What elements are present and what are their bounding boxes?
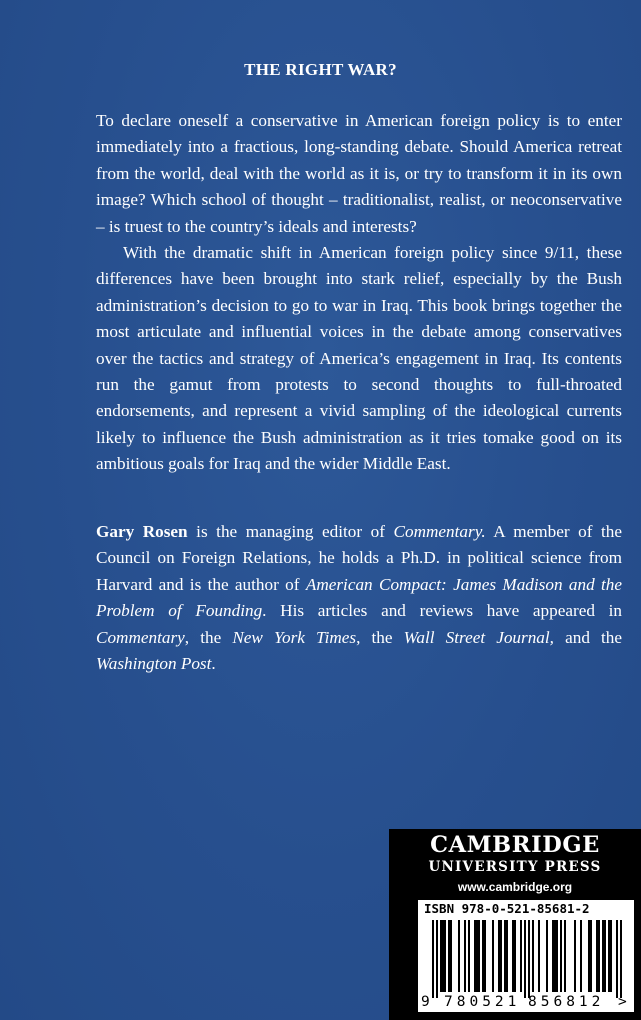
barcode-bar — [564, 920, 566, 992]
author-bio: Gary Rosen is the managing editor of Commentary. A member of the Council on Foreign Relations, he holds a Ph.D. in political science from Harvard and is the author of American Compact: James Madison and the Problem of Founding. His articles and reviews have appeared in Commentary, the New York Times, the Wall Street Journal, and the Washington Post. — [96, 522, 623, 674]
barcode-bar — [514, 920, 516, 992]
barcode-bar — [500, 920, 502, 992]
barcode-bar — [538, 920, 540, 992]
publisher-url: www.cambridge.org — [457, 880, 573, 894]
barcode-bar — [468, 920, 470, 992]
barcode-bar — [492, 920, 494, 992]
barcode-bar — [556, 920, 558, 992]
barcode-bar — [444, 920, 446, 992]
barcode-bar — [506, 920, 508, 992]
barcode-bar — [528, 920, 530, 998]
barcode-bar — [604, 920, 606, 992]
author-name: Gary Rosen — [96, 522, 188, 541]
section-title: THE RIGHT WAR? — [244, 60, 397, 79]
barcode-bar — [478, 920, 480, 992]
blurb-paragraph: With the dramatic shift in American foreign policy since 9/11, these differences have been brought into stark relief, especially by the Bush administration’s decision to go to war in Iraq. This book brings together the most articulate and influential voices in the debate among conservatives over the tactics and strategy of America’s engagement in Iraq. Its contents run the gamut from protests to second thoughts to full-throated endorsements, and represent a vivid sampling of the ideological currents likely to influence the Bush administration as it tries tomake good on its ambitious goals for Iraq and the wider Middle East. — [96, 243, 622, 474]
barcode-bar — [436, 920, 438, 998]
barcode-digits: 9 780521 856812 > — [421, 994, 627, 1010]
barcode-bar — [616, 920, 618, 998]
barcode-bar — [590, 920, 592, 992]
barcode-bar — [620, 920, 622, 998]
barcode-bar — [554, 920, 556, 992]
barcode-bar — [482, 920, 484, 992]
barcode-bar — [450, 920, 452, 992]
barcode-bar — [524, 920, 526, 998]
barcode-bar — [588, 920, 590, 992]
barcode-bar — [448, 920, 450, 992]
barcode-bar — [598, 920, 600, 992]
isbn-label: ISBN 978-0-521-85681-2 — [424, 901, 590, 916]
barcode-bar — [532, 920, 534, 992]
barcode-bar — [498, 920, 500, 992]
barcode-bar — [552, 920, 554, 992]
barcode-bar — [440, 920, 442, 992]
barcode-bar — [432, 920, 434, 998]
barcode-bar — [546, 920, 548, 992]
barcode-bar — [442, 920, 444, 992]
publisher-imprint — [389, 829, 641, 1020]
barcode-bar — [520, 920, 522, 992]
barcode-bar — [458, 920, 460, 992]
blurb-paragraph: To declare oneself a conservative in American foreign policy is to enter immediately into a fractious, long-standing debate. Should America retreat from the world, deal with the world as it is, or try to transform it in its own image? Which school of thought – traditionalist, realist, or neoconservative – is truest to the country’s ideals and interests? — [96, 111, 622, 236]
barcode-bar — [560, 920, 562, 992]
barcode-bar — [610, 920, 612, 992]
barcode-bar — [484, 920, 486, 992]
publisher-subtitle: UNIVERSITY PRESS — [428, 859, 602, 875]
barcode-bar — [608, 920, 610, 992]
barcode-bar — [580, 920, 582, 992]
barcode-bar — [602, 920, 604, 992]
book-blurb — [96, 108, 622, 478]
isbn-barcode-panel — [418, 900, 634, 1012]
barcode-bar — [464, 920, 466, 992]
barcode-bar — [596, 920, 598, 992]
barcode-bar — [504, 920, 506, 992]
barcode-bar — [512, 920, 514, 992]
barcode — [418, 918, 634, 998]
barcode-bar — [476, 920, 478, 992]
barcode-bar — [474, 920, 476, 992]
barcode-bar — [574, 920, 576, 992]
publisher-name: CAMBRIDGE — [430, 832, 600, 858]
